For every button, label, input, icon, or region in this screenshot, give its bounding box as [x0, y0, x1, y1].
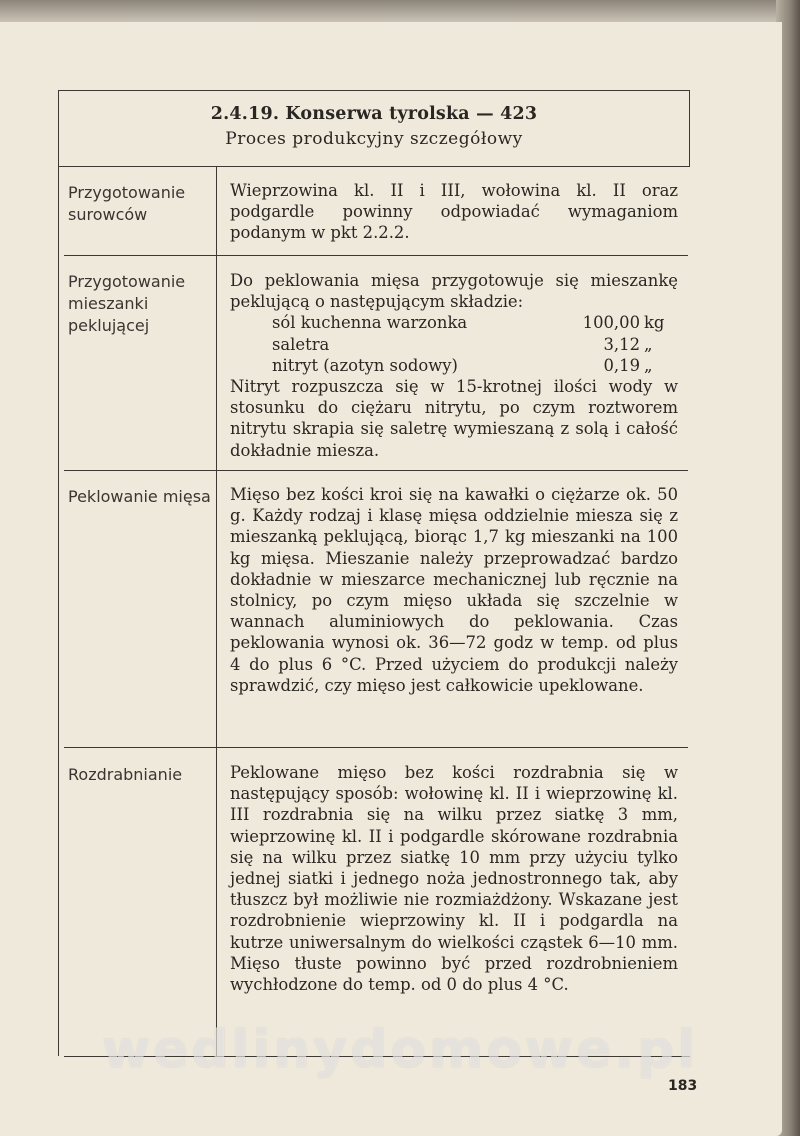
header-right-rule [689, 90, 690, 166]
section-text-rozdrabnianie: Peklowane mięso bez kości rozdrabnia się w następujący sposób: wołowinę kl. II i wieprzowinę kl. III rozdrabnia się na wilku przez siatkę 3 mm, wieprzowinę kl. II i podgardle skórowane rozdrabnia się na wilku przez siatkę 10 mm przy użyciu tylko jednej siatki i jednego noża jednostronnego tak, aby tłuszcz był możliwie nie rozmiażdżony. Wskazane jest rozdrobnienie wieprzowiny kl. II i podgardla na kutrze uniwersalnym do wielkości cząstek 6—10 mm. Mięso tłuste powinno być przed rozdrobnieniem wychłodzone do temp. od 0 do plus 4 °C. [230, 763, 678, 995]
ingredient-qty: 100,00 [582, 313, 640, 333]
mieszanka-intro: Do peklowania mięsa przygotowuje się mieszankę peklującą o następującym składzie: [230, 271, 678, 312]
ingredient-name: nitryt (azotyn sodowy) [272, 355, 458, 375]
ingredient-name: sól kuchenna warzonka [272, 313, 468, 333]
row-divider-1 [64, 255, 688, 256]
ingredient-row [230, 334, 678, 355]
section-label-peklowanie: Peklowanie mięsa [68, 487, 211, 506]
table-top-rule [58, 90, 690, 91]
section-content-mieszanka [230, 270, 678, 461]
ingredient-row [230, 355, 678, 376]
document-subtitle: Proces produkcyjny szczegółowy [225, 129, 523, 149]
column-divider [216, 166, 217, 1056]
section-text-surowce: Wieprzowina kl. II i III, wołowina kl. II oraz podgardle powinny odpowiadać wymaganiom podanym w pkt 2.2.2. [230, 181, 678, 243]
ingredient-unit: kg [644, 313, 665, 333]
ingredients-table [230, 312, 678, 376]
header-bottom-rule [58, 166, 690, 167]
ingredient-unit: „ [644, 355, 653, 375]
mieszanka-outro: Nitryt rozpuszcza się w 15-krotnej ilości wody w stosunku do ciężaru nitrytu, po czym roztworem nitrytu skrapia się saletrę wymieszaną z solą i całość dokładnie miesza. [230, 377, 678, 460]
watermark: wedlinydomowe.pl [101, 1020, 699, 1080]
ingredient-qty: 0,19 [603, 355, 640, 375]
row-divider-2 [64, 470, 688, 471]
ingredient-name: saletra [272, 334, 330, 354]
table-header [60, 102, 688, 152]
ingredient-unit: „ [644, 334, 653, 354]
section-text-peklowanie: Mięso bez kości kroi się na kawałki o ciężarze ok. 50 g. Każdy rodzaj i klasę mięsa oddzielnie miesza się z mieszanką peklującą, biorąc 1,7 kg mieszanki na 100 kg mięsa. Mieszanie należy przeprowadzać bardzo dokładnie w mieszarce mechanicznej lub ręcznie na stolnicy, po czym mięso układa się szczelnie w wannach aluminiowych do peklowania. Czas peklowania wynosi ok. 36—72 godz w temp. od plus 4 do plus 6 °C. Przed użyciem do produkcji należy sprawdzić, czy mięso jest całkowicie upeklowane. [230, 485, 678, 695]
section-label-surowce: Przygotowanie surowców [68, 183, 186, 224]
background-strip [0, 0, 800, 24]
page-number: 183 [668, 1078, 698, 1094]
section-label-mieszanka: Przygotowanie mieszanki peklującej [68, 272, 186, 335]
table-left-rule [58, 90, 59, 1056]
row-divider-3 [64, 747, 688, 748]
document-title: 2.4.19. Konserwa tyrolska — 423 [210, 104, 538, 124]
ingredient-row [230, 312, 678, 333]
section-label-rozdrabnianie: Rozdrabnianie [68, 765, 183, 784]
ingredient-qty: 3,12 [603, 334, 640, 354]
